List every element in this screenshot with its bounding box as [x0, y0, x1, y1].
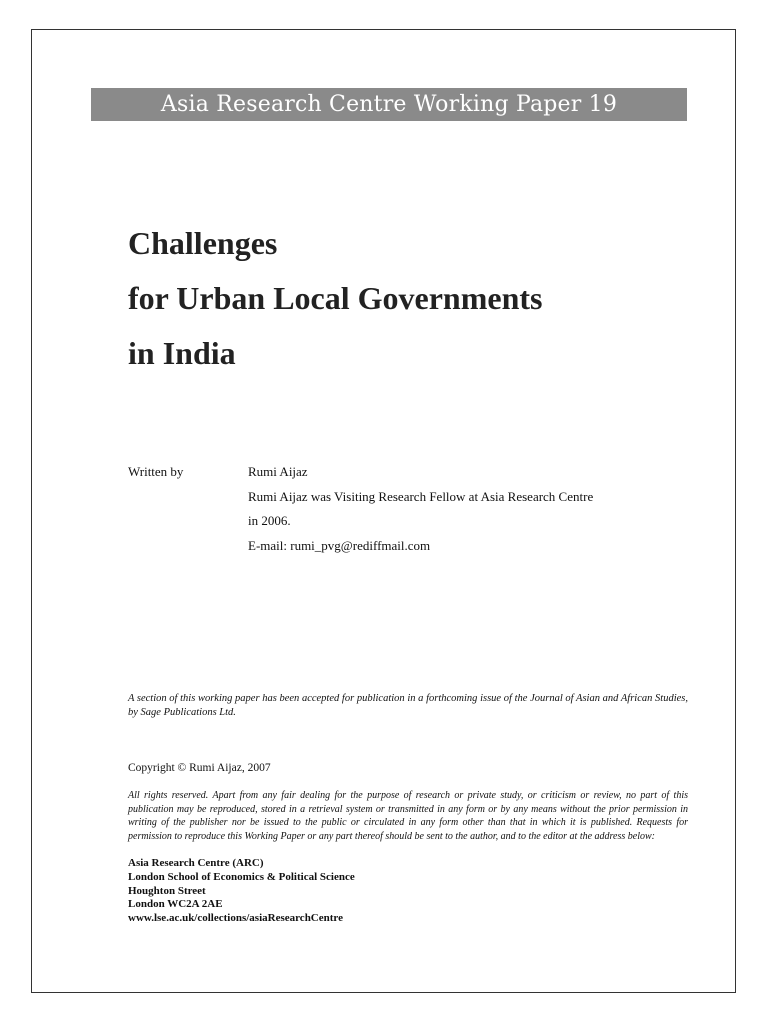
- address-block: [128, 857, 355, 926]
- paper-title: [128, 216, 688, 381]
- title-line: for Urban Local Governments: [128, 280, 543, 316]
- author-name: Rumi Aijaz: [248, 464, 308, 479]
- website-link[interactable]: www.lse.ac.uk/collections/asiaResearchCentre: [128, 912, 343, 925]
- series-banner: Asia Research Centre Working Paper 19: [91, 88, 687, 121]
- written-by-label: Written by: [128, 464, 184, 479]
- address-line: London WC2A 2AE: [128, 898, 223, 911]
- publication-note: A section of this working paper has been accepted for publication in a forthcoming issue of the Journal of Asian and African Studies, by Sage Publications Ltd.: [128, 693, 688, 718]
- author-info: [248, 460, 668, 558]
- author-bio-line: in 2006.: [248, 513, 291, 528]
- title-line: in India: [128, 335, 236, 371]
- address-line: Asia Research Centre (ARC): [128, 857, 264, 869]
- address-line: London School of Economics & Political Science: [128, 870, 355, 883]
- copyright-line: Copyright © Rumi Aijaz, 2007: [128, 762, 271, 774]
- address-line: Houghton Street: [128, 884, 206, 897]
- rights-notice: All rights reserved. Apart from any fair dealing for the purpose of research or private study, or criticism or review, no part of this publication may be reproduced, stored in a retrieval system or transmitted in any form or by any means without the prior permission in writing of the publisher nor be issued to the public or circulated in any form other than that in which it is published. Requests for permission to reproduce this Working Paper or any part thereof should be sent to the author, and to the editor at the address below:: [128, 790, 688, 842]
- author-bio-line: Rumi Aijaz was Visiting Research Fellow at Asia Research Centre: [248, 488, 594, 504]
- author-email[interactable]: E-mail: rumi_pvg@rediffmail.com: [248, 537, 431, 553]
- title-line: Challenges: [128, 225, 278, 261]
